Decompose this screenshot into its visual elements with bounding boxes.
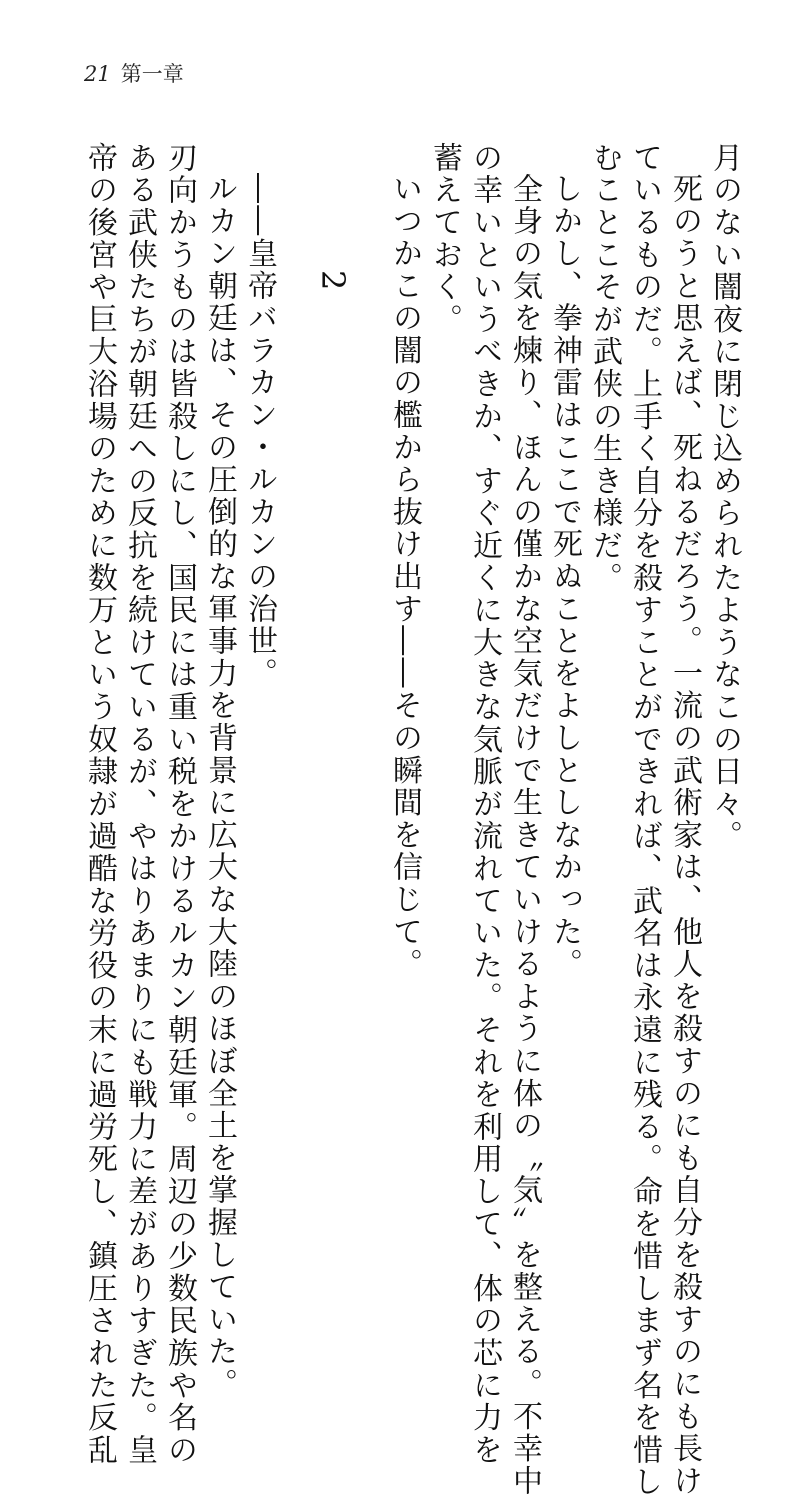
section-number: 2 (314, 270, 352, 293)
text-line: 蓄えておく。 (427, 142, 462, 336)
blank-line (355, 142, 382, 1152)
text-line: の幸いというべきか、すぐ近くに大きな気脈が流れていた。それを利用して、体の芯に力を (467, 142, 502, 1467)
text-line: 月のない闇夜に閉じ込められたようなこの日々。 (707, 142, 742, 853)
text-line: むことこそが武侠の生き様だ。 (587, 142, 622, 595)
text-line: ――皇帝バラカン・ルカンの治世。 (242, 173, 277, 690)
text-line: ているものだ。上手く自分を殺すことができれば、武名は永遠に残る。命を惜しまず名を惜し (627, 142, 662, 1499)
text-line: しかし、拳神雷はここで死ぬことをよしとしなかった。 (547, 173, 582, 981)
text-line: いつかこの闇の檻から抜け出す――その瞬間を信じて。 (387, 173, 422, 981)
text-line: 帝の後宮や巨大浴場のために数万という奴隷が過酷な労役の末に過労死し、鎮圧された反乱 (82, 142, 117, 1467)
blank-line (282, 142, 309, 1152)
text-line: 刃向かうものは皆殺しにし、国民には重い税をかけるルカン朝廷軍。周辺の少数民族や名の (162, 142, 197, 1467)
page-number: 21 (84, 62, 111, 86)
running-header (84, 58, 184, 88)
text-line: ルカン朝廷は、その圧倒的な軍事力を背景に広大な大陸のほぼ全土を掌握していた。 (202, 173, 237, 1401)
vertical-body-text (82, 142, 742, 1499)
text-line: 死のうと思えば、死ねるだろう。一流の武術家は、他人を殺すのにも自分を殺すのにも長け (667, 173, 702, 1498)
text-line: 全身の気を煉り、ほんの僅かな空気だけで生きていけるように体の〝気〟を整える。不幸中 (507, 173, 542, 1498)
text-line: ある武侠たちが朝廷への反抗を続けているが、やはりあまりにも戦力に差がありすぎた。皇 (122, 142, 157, 1467)
chapter-title: 第一章 (120, 62, 184, 86)
